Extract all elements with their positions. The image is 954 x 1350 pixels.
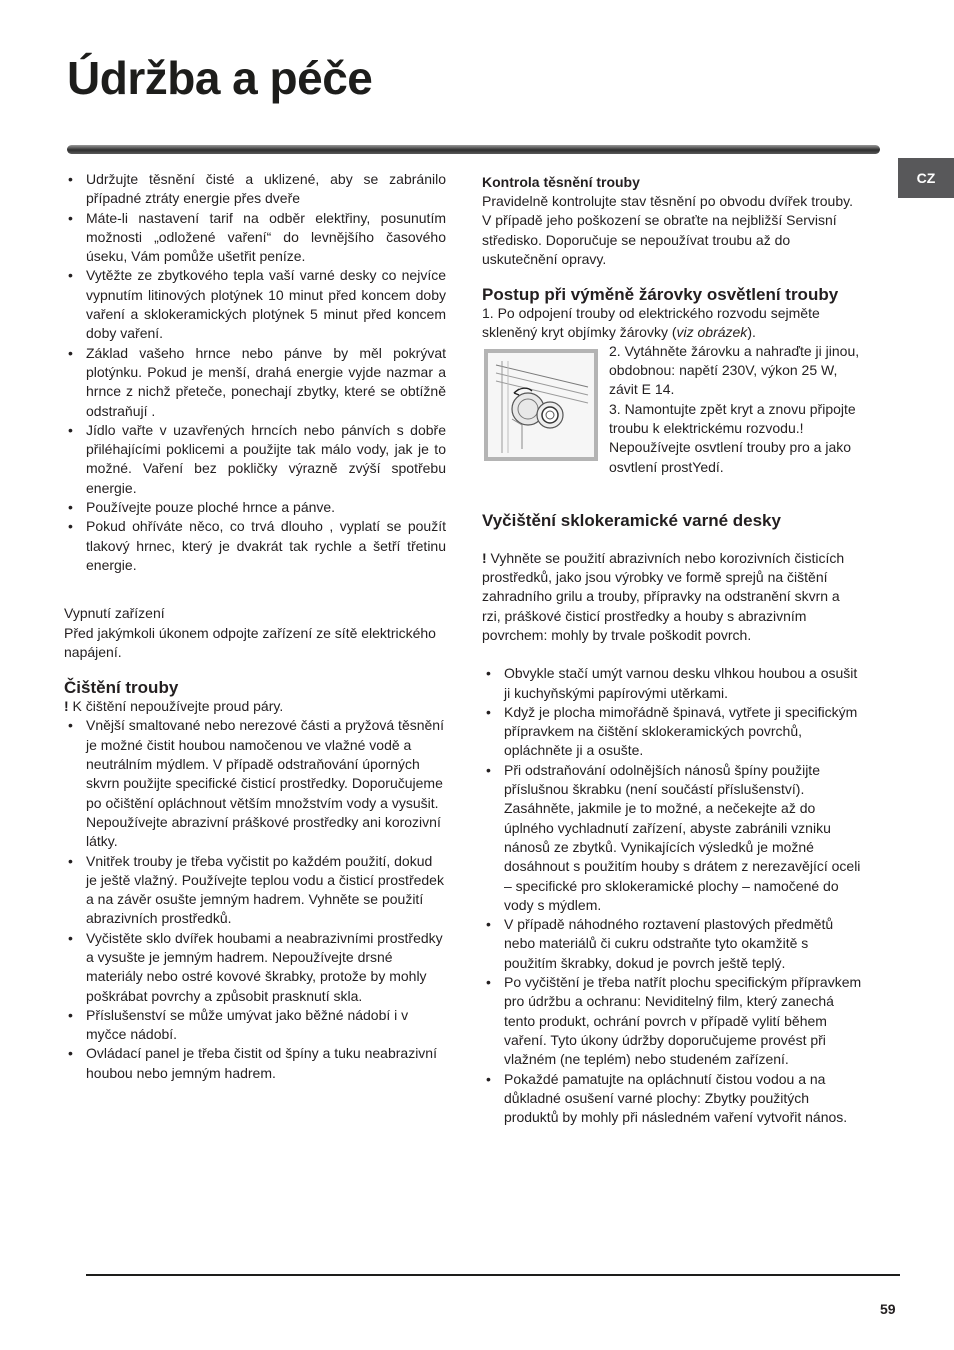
bullet-icon: • [68, 171, 73, 187]
switch-off-title: Vypnutí zařízení [64, 605, 165, 622]
list-item: • Pokud ohříváte něco, co trvá dlouho , vyplatí se použít tlakový hrnec, který je dvakrát tak rychle a šetří třetinu energie. [68, 518, 446, 573]
bulb-figure-row [482, 342, 862, 484]
ceramic-hob-heading: Vyčištění sklokeramické varné desky [482, 510, 781, 530]
list-item: • Vnější smaltované nebo nerezové části a pryžová těsnění je možné čistit houbou namočenou ve vlažné vodě a neutrálním mýdlem. V případě odstraňování úporných skvrn použijte specifické čisticí prostředky. Doporučujeme po očištění opláchnout větším množstvím vody a vysušit. Nepoužívejte abrazivní práškové prostředky ani korozivní látky. [68, 717, 444, 850]
bullet-icon: • [68, 421, 73, 438]
bullet-icon: • [68, 499, 73, 516]
bullet-icon: • [68, 267, 73, 284]
list-item: • Když je plocha mimořádně špinavá, vytřete ji specifickým přípravkem na čištění sklokeramických povrchů, opláchněte ji a osušte. [486, 703, 858, 759]
bullet-icon: • [486, 665, 491, 682]
footer-divider [86, 1274, 900, 1276]
warning-icon: ! [482, 549, 487, 566]
language-tab: CZ [898, 158, 954, 198]
left-column [64, 170, 446, 1083]
ceramic-cleaning-list [482, 664, 862, 1127]
list-item: • Vnitřek trouby je třeba vyčistit po každém použití, dokud je ještě vlažný. Používejte teplou vodu a čisticí prostředek a na závěr osušte jemným hadrem. Vyhněte se použití abrazivních prostředků. [68, 852, 444, 927]
bulb-step-2: 2. Vytáhněte žárovku a nahraďte ji jinou, obdobnou: napětí 230V, výkon 25 W, závit E 14. [609, 342, 860, 398]
list-item: • Používejte pouze ploché hrnce a pánve. [64, 498, 446, 517]
list-item: • V případě náhodného roztavení plastových předmětů nebo materiálů či cukru odstraňte tyto okamžitě s použitím škrabky, dokud je povrch ještě teplý. [486, 916, 834, 971]
list-item: • Základ vašeho hrnce nebo pánve by měl pokrývat plotýnku. Pokud je menší, drahá energie vyjde nazmar a hrnce z nichž přeteče, ponechají zbytky, které se obtížně odstraňují . [68, 344, 446, 419]
oven-cleaning-list [64, 716, 446, 1083]
energy-tips-list [64, 170, 446, 575]
ceramic-warning: ! Vyhněte se použití abrazivních nebo korozivních čisticích prostředků, jako jsou výrobky ve formě sprejů na čištění zahradního grilu a trouby, přípravky na odstranění skvrn a rzi, práškové čisticí prostředky a houby s abrazivním povrchem: mohly by trvale poškodit povrch. [482, 549, 845, 643]
right-column [482, 173, 862, 1127]
bullet-icon: • [68, 1045, 73, 1062]
page-title: Údržba a péče [67, 52, 373, 104]
bulb-step-3: 3. Namontujte zpět kryt a znovu připojte troubu k elektrickému rozvodu.! Nepoužívejte osvtlení trouby pro a jako osvtlení prostYedí. [609, 400, 856, 475]
bullet-icon: • [68, 717, 73, 734]
page-number: 59 [880, 1301, 896, 1317]
list-item: • Při odstraňování odolnějších nánosů špíny použijte příslušnou škrabku (není součástí příslušenství). Zasáhněte, jakmile je to možné, a nečekejte až do úplného vychladnutí zařízení, abyste zabránili vzniku nánosů ze zbytků. Vynikajících výsledků je možné dosáhnout s použitím houby s drátem z nerezavějící oceli – specifické pro sklokeramické plochy – namočené do vody s mýdlem. [486, 761, 861, 913]
bullet-icon: • [68, 344, 73, 361]
bullet-icon: • [68, 929, 73, 946]
oven-cleaning-heading: Čištění trouby [64, 678, 179, 698]
bulb-step-1: 1. Po odpojení trouby od elektrického rozvodu sejměte skleněný kryt objímky žárovky (viz obrázek). [482, 305, 820, 341]
bulb-heading: Postup při výměně žárovky osvětlení trouby [482, 285, 839, 305]
title-divider [67, 145, 880, 154]
bullet-icon: • [68, 852, 73, 869]
list-item: • Příslušenství se může umývat jako běžné nádobí i v myčce nádobí. [68, 1006, 409, 1043]
lamp-replacement-illustration [484, 349, 598, 461]
list-item: • Vyčistěte sklo dvířek houbami a neabrazivními prostředky a vysušte je jemným hadrem. Nepoužívejte drsné materiály nebo ostré kovové škrabky, protože by mohly poškrábat povrchy a způsobit prasknutí skla. [68, 929, 443, 1004]
list-item: • Jídlo vařte v uzavřených hrncích nebo pánvích s dobře přiléhajícími poklicemi a použijte tak málo vody, jak je to možné. Vaření bez pokličky výrazně zvýší spotřebu energie. [68, 421, 446, 496]
warning-icon: ! [64, 698, 69, 715]
list-item: • Pokaždé pamatujte na opláchnutí čistou vodou a na důkladné osušení varné plochy: Zbytky použitých produktů by mohly při následném vaření vytvořit nános. [486, 1070, 848, 1126]
oven-cleaning-warning: ! K čištění nepoužívejte proud páry. [64, 698, 284, 715]
bullet-icon: • [486, 916, 491, 933]
bullet-icon: • [486, 703, 491, 720]
seal-check-text: Pravidelně kontrolujte stav těsnění po obvodu dvířek trouby. V případě jeho poškození se obraťte na nejbližší Servisní středisko. Doporučuje se nepoužívat troubu až do uskutečnění opravy. [482, 193, 853, 267]
list-item: • Obvykle stačí umýt varnou desku vlhkou houbou a osušit ji kuchyňskými papírovými utěrkami. [486, 665, 858, 701]
switch-off-text: Před jakýmkoli úkonem odpojte zařízení ze sítě elektrického napájení. [64, 624, 436, 660]
seal-check-heading: Kontrola těsnění trouby [482, 174, 640, 190]
list-item: • Udržujte těsnění čisté a uklizené, aby se zabránilo případné ztráty energie přes dveře [68, 171, 446, 207]
bullet-icon: • [68, 209, 73, 226]
bullet-icon: • [68, 518, 73, 535]
list-item: • Vytěžte ze zbytkového tepla vaší varné desky co nejvíce vypnutím litinových plotýnek 10 minut před koncem doby vaření a sklokeramických plotýnek 5 minut před koncem doby vaření. [68, 267, 446, 342]
bullet-icon: • [486, 1070, 491, 1087]
bullet-icon: • [486, 761, 491, 778]
list-item: • Ovládací panel je třeba čistit od špíny a tuku neabrazivní houbou nebo jemným hadrem. [68, 1045, 437, 1081]
switch-off-section [64, 604, 446, 662]
lamp-socket-icon [488, 353, 594, 457]
bullet-icon: • [486, 974, 491, 991]
bulb-steps-text [609, 342, 869, 477]
bullet-icon: • [68, 1006, 73, 1023]
list-item: • Máte-li nastavení tarif na odběr elektřiny, posunutím možnosti „odložené vaření“ do levnějšího časového úseku, Vám pomůže ušetřit peníze. [68, 209, 446, 265]
list-item: • Po vyčištění je třeba natřít plochu specifickým přípravkem pro údržbu a ochranu: Neviditelný film, který zanechá tento produkt, ochrání povrch v případě vylití během vaření. Tyto úkony údržby doporučujeme provést při vlažném (ne teplém) nebo studeném zařízení. [486, 974, 862, 1068]
